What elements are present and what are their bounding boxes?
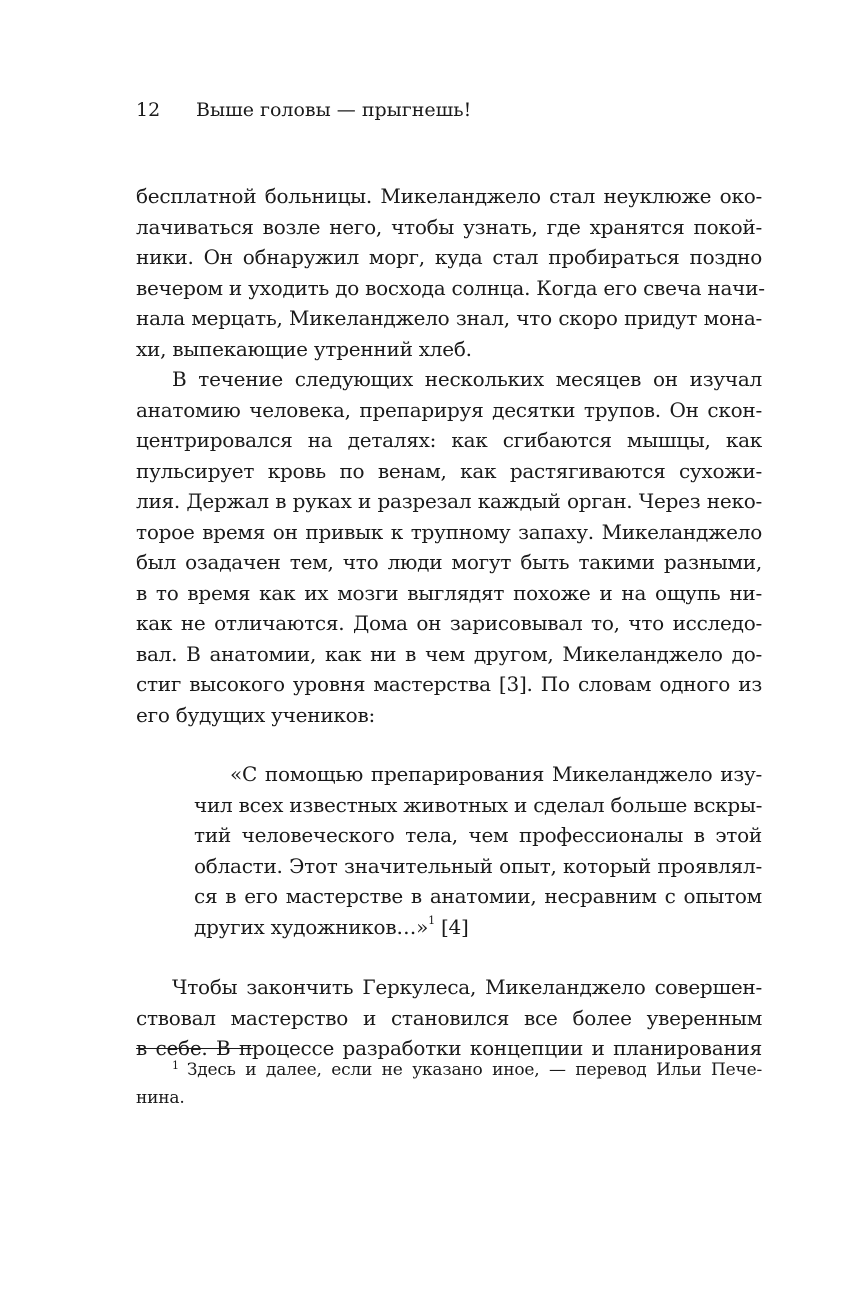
text-line: лия. Держал в руках и разрезал каждый орган. Через неко- [136, 489, 762, 513]
quote-line: ся в его мастерстве в анатомии, несравним с опытом [194, 884, 762, 908]
paragraph-1 [136, 181, 765, 364]
text-line: был озадачен тем, что люди могут быть такими разными, [136, 550, 762, 574]
text-line: лачиваться возле него, чтобы узнать, где хранятся покой- [136, 214, 762, 239]
text-line: стиг высокого уровня мастерства [3]. По словам одного из [136, 672, 762, 696]
footnote-reference[interactable]: 1 [428, 913, 435, 927]
quote-line: «С помощью препарирования Микеланджело изу- [230, 762, 762, 786]
text-line: пульсирует кровь по венам, как растягиваются сухожи- [136, 458, 762, 483]
running-head [136, 97, 471, 123]
footnote [136, 1057, 762, 1112]
footnote-line [136, 1057, 762, 1085]
text-line: как не отличаются. Дома он зарисовывал то, что исследо- [136, 611, 762, 635]
quote-line: тий человеческого тела, чем профессионалы в этой [194, 823, 762, 847]
footnote-divider [136, 1048, 253, 1049]
text-line: ствовал мастерство и становился все более уверенным [136, 1005, 762, 1030]
text-line: его будущих учеников: [136, 702, 375, 727]
text-line: в то время как их мозги выглядят похоже и на ощупь ни- [136, 580, 762, 605]
text-line: ники. Он обнаружил морг, куда стал пробираться поздно [136, 245, 762, 269]
paragraph-2 [136, 364, 762, 730]
text-line: вал. В анатомии, как ни в чем другом, Микеланджело до- [136, 641, 762, 666]
text-line: В течение следующих нескольких месяцев он изучал [172, 367, 762, 391]
text-line: хи, выпекающие утренний хлеб. [136, 336, 472, 361]
text-line: вечером и уходить до восхода солнца. Когда его свеча начи- [136, 275, 765, 300]
text-line: бесплатной больницы. Микеланджело стал неуклюже око- [136, 184, 762, 208]
quote-text: других художников…» [194, 914, 429, 939]
block-quote [136, 759, 762, 942]
quote-last-line [194, 912, 762, 943]
body-text [136, 181, 765, 1064]
footnote-line: нина. [136, 1088, 185, 1108]
running-head-title: Выше головы — прыгнешь! [196, 99, 472, 121]
citation: [4] [440, 914, 469, 939]
page-number: 12 [136, 99, 161, 121]
quote-line: чил всех известных животных и сделал больше вскры- [194, 792, 763, 817]
text-line: нала мерцать, Микеланджело знал, что скоро придут мона- [136, 306, 762, 330]
footnote-text: Здесь и далее, если не указано иное, — перевод Ильи Пече- [186, 1060, 762, 1080]
text-line: Чтобы закончить Геркулеса, Микеланджело совершен- [172, 975, 762, 999]
text-line: торое время он привык к трупному запаху. Микеланджело [136, 519, 762, 544]
text-line: центрировался на деталях: как сгибаются мышцы, как [136, 428, 762, 452]
text-line: анатомию человека, препарируя десятки трупов. Он скон- [136, 397, 762, 422]
paragraph-3 [136, 972, 762, 1064]
quote-line: области. Этот значительный опыт, который проявлял- [194, 853, 762, 878]
text-line: в себе. В процессе разработки концепции и планирования [136, 1036, 762, 1060]
footnote-mark: 1 [172, 1059, 179, 1072]
